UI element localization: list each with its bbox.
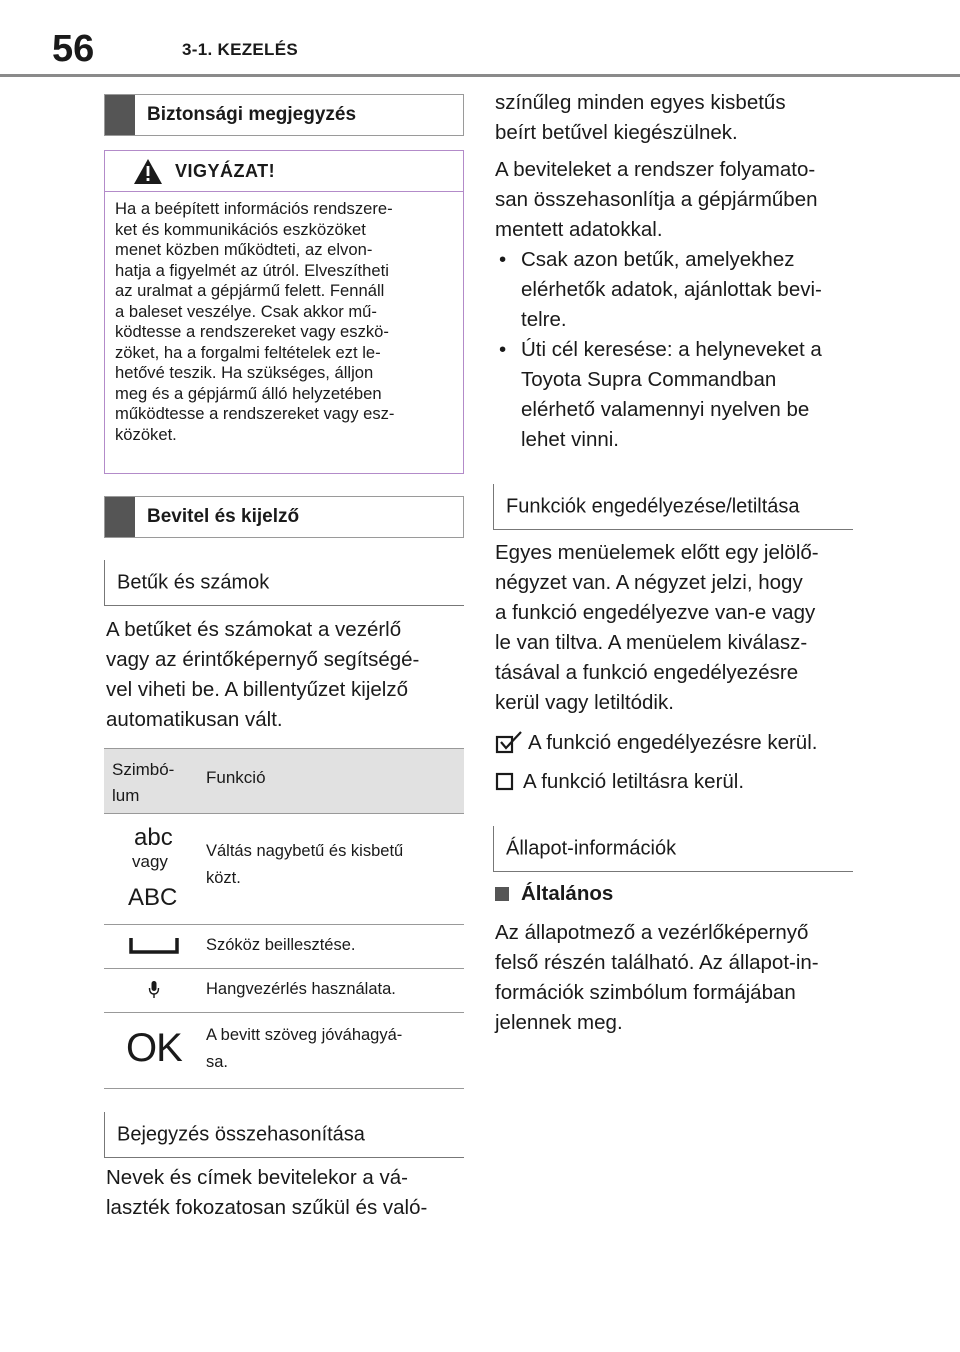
warning-line: ket és kommunikációs eszközöket xyxy=(115,219,366,239)
table-row xyxy=(104,812,464,925)
warning-text xyxy=(115,199,453,445)
safety-section-header xyxy=(104,94,464,136)
input-section-header xyxy=(104,496,464,538)
bullet-line: Toyota Supra Commandban xyxy=(521,368,777,391)
warning-header xyxy=(105,151,463,192)
page-number: 56 xyxy=(52,28,95,70)
status-subheading xyxy=(493,826,853,872)
checkbox-empty-icon xyxy=(495,772,515,792)
warning-line: a baleset veszélye. Csak akkor mű- xyxy=(115,301,377,321)
para-line: vagy az érintőképernyő segítségé- xyxy=(106,648,420,671)
header-rule xyxy=(0,74,960,77)
enabled-text: A funkció engedélyezésre kerül. xyxy=(528,731,818,754)
col-function-header: Funkció xyxy=(206,768,266,787)
compare-paragraph-2 xyxy=(495,155,865,245)
para-line: automatikusan vált. xyxy=(106,708,283,731)
para-line: négyzet van. A négyzet jelzi, hogy xyxy=(495,571,803,594)
header-line: lum xyxy=(112,786,140,805)
para-line: A beviteleket a rendszer folyamato- xyxy=(495,158,816,181)
chapter-title: 3-1. KEZELÉS xyxy=(182,40,299,59)
compare-continuation xyxy=(495,88,865,148)
para-line: Az állapotmező a vezérlőképernyő xyxy=(495,921,809,944)
enable-subheading xyxy=(493,484,853,530)
warning-line: hatja a figyelmét az útról. Elveszítheti xyxy=(115,260,389,280)
para-line: A betűket és számokat a vezérlő xyxy=(106,618,402,641)
warning-triangle-icon xyxy=(133,158,163,185)
bullet-line: elérhető valamennyi nyelven be xyxy=(521,398,810,421)
row-function-text: Szóköz beillesztése. xyxy=(206,936,356,954)
para-line: le van tiltva. A menüelem kiválasz- xyxy=(495,631,808,654)
para-line: felső részén található. Az állapot-in- xyxy=(495,951,819,974)
warning-line: Ha a beépített információs rendszere- xyxy=(115,199,393,218)
para-line: színűleg minden egyes kisbetűs xyxy=(495,91,786,114)
table-row xyxy=(104,1012,464,1089)
subheading-text: Állapot-információk xyxy=(506,837,677,859)
header-line: Szimbó- xyxy=(112,760,175,779)
cell-line: Váltás nagybetű és kisbetű xyxy=(206,842,404,860)
cell-line: közt. xyxy=(206,869,241,887)
checkbox-checked-icon xyxy=(495,730,523,756)
para-line: tásával a funkció engedélyezésre xyxy=(495,661,799,684)
warning-line: zöket, ha a forgalmi feltételek ezt le- xyxy=(115,342,381,362)
compare-paragraph xyxy=(106,1163,466,1223)
bullet-line: lehet vinni. xyxy=(521,428,620,451)
general-title: Általános xyxy=(521,882,614,905)
para-line: laszték fokozatosan szűkül és való- xyxy=(106,1196,428,1219)
general-paragraph xyxy=(495,918,865,1038)
table-header xyxy=(104,748,464,814)
para-line: Egyes menüelemek előtt egy jelölő- xyxy=(495,541,819,564)
microphone-icon xyxy=(148,980,160,1000)
disabled-row xyxy=(495,767,865,797)
section-bar xyxy=(105,95,135,135)
space-bar-icon xyxy=(128,936,180,956)
square-bullet-icon xyxy=(495,887,509,901)
abc-lower-icon: abc xyxy=(134,824,173,851)
subheading-text: Betűk és számok xyxy=(117,571,270,593)
ok-icon: OK xyxy=(126,1026,182,1070)
list-item xyxy=(495,245,865,335)
table-row xyxy=(104,924,464,969)
subheading-text: Funkciók engedélyezése/letiltása xyxy=(506,495,800,517)
section-bar xyxy=(105,497,135,537)
warning-line: ködtesse a rendszereket vagy eszkö- xyxy=(115,322,389,341)
warning-title: VIGYÁZAT! xyxy=(175,161,276,181)
bullet-line: elérhetők adatok, ajánlottak bevi- xyxy=(521,278,822,301)
table-row xyxy=(104,968,464,1013)
col-symbol-header xyxy=(112,757,174,809)
para-line: beírt betűvel kiegészülnek. xyxy=(495,121,738,144)
warning-line: működtesse a rendszereket vagy esz- xyxy=(115,404,395,423)
bullet-list xyxy=(495,245,865,455)
para-line: a funkció engedélyezve van-e vagy xyxy=(495,601,816,624)
cell-line: sa. xyxy=(206,1053,229,1071)
para-line: kerül vagy letiltódik. xyxy=(495,691,674,714)
disabled-text: A funkció letiltásra kerül. xyxy=(523,770,745,793)
warning-line: közöket. xyxy=(115,424,177,444)
bullet-line: • Úti cél keresése: a helyneveket a xyxy=(521,338,822,361)
row-function-text xyxy=(206,1022,402,1076)
letters-subheading xyxy=(104,560,464,606)
warning-line: meg és a gépjármű álló helyzetében xyxy=(115,383,382,403)
warning-line: az uralmat a gépjármű felett. Fennáll xyxy=(115,281,385,300)
warning-line: hetővé teszik. Ha szükséges, álljon xyxy=(115,363,374,382)
para-line: mentett adatokkal. xyxy=(495,218,663,241)
para-line: formációk szimbólum formájában xyxy=(495,981,796,1004)
para-line: jelennek meg. xyxy=(495,1011,623,1034)
enable-paragraph xyxy=(495,538,865,718)
warning-box xyxy=(104,150,464,474)
letters-paragraph xyxy=(106,615,466,735)
cell-line: A bevitt szöveg jóváhagyá- xyxy=(206,1026,403,1044)
bullet-line: • Csak azon betűk, amelyekhez xyxy=(521,248,795,271)
symbol-table xyxy=(104,748,464,1090)
section-title: Biztonsági megjegyzés xyxy=(147,104,357,125)
warning-line: menet közben működteti, az elvon- xyxy=(115,240,373,259)
para-line: vel viheti be. A billentyűzet kijelző xyxy=(106,678,408,701)
or-label: vagy xyxy=(132,852,168,871)
section-title: Bevitel és kijelző xyxy=(147,506,300,527)
para-line: san összehasonlítja a gépjárműben xyxy=(495,188,818,211)
para-line: Nevek és címek bevitelekor a vá- xyxy=(106,1166,408,1189)
row-function-text: Hangvezérlés használata. xyxy=(206,980,396,998)
abc-upper-icon: ABC xyxy=(128,884,178,911)
subheading-text: Bejegyzés összehasonítása xyxy=(117,1123,365,1145)
compare-subheading xyxy=(104,1112,464,1158)
enabled-row xyxy=(495,728,865,758)
bullet-line: telre. xyxy=(521,308,567,331)
list-item xyxy=(495,335,865,455)
row-function-text xyxy=(206,838,403,892)
